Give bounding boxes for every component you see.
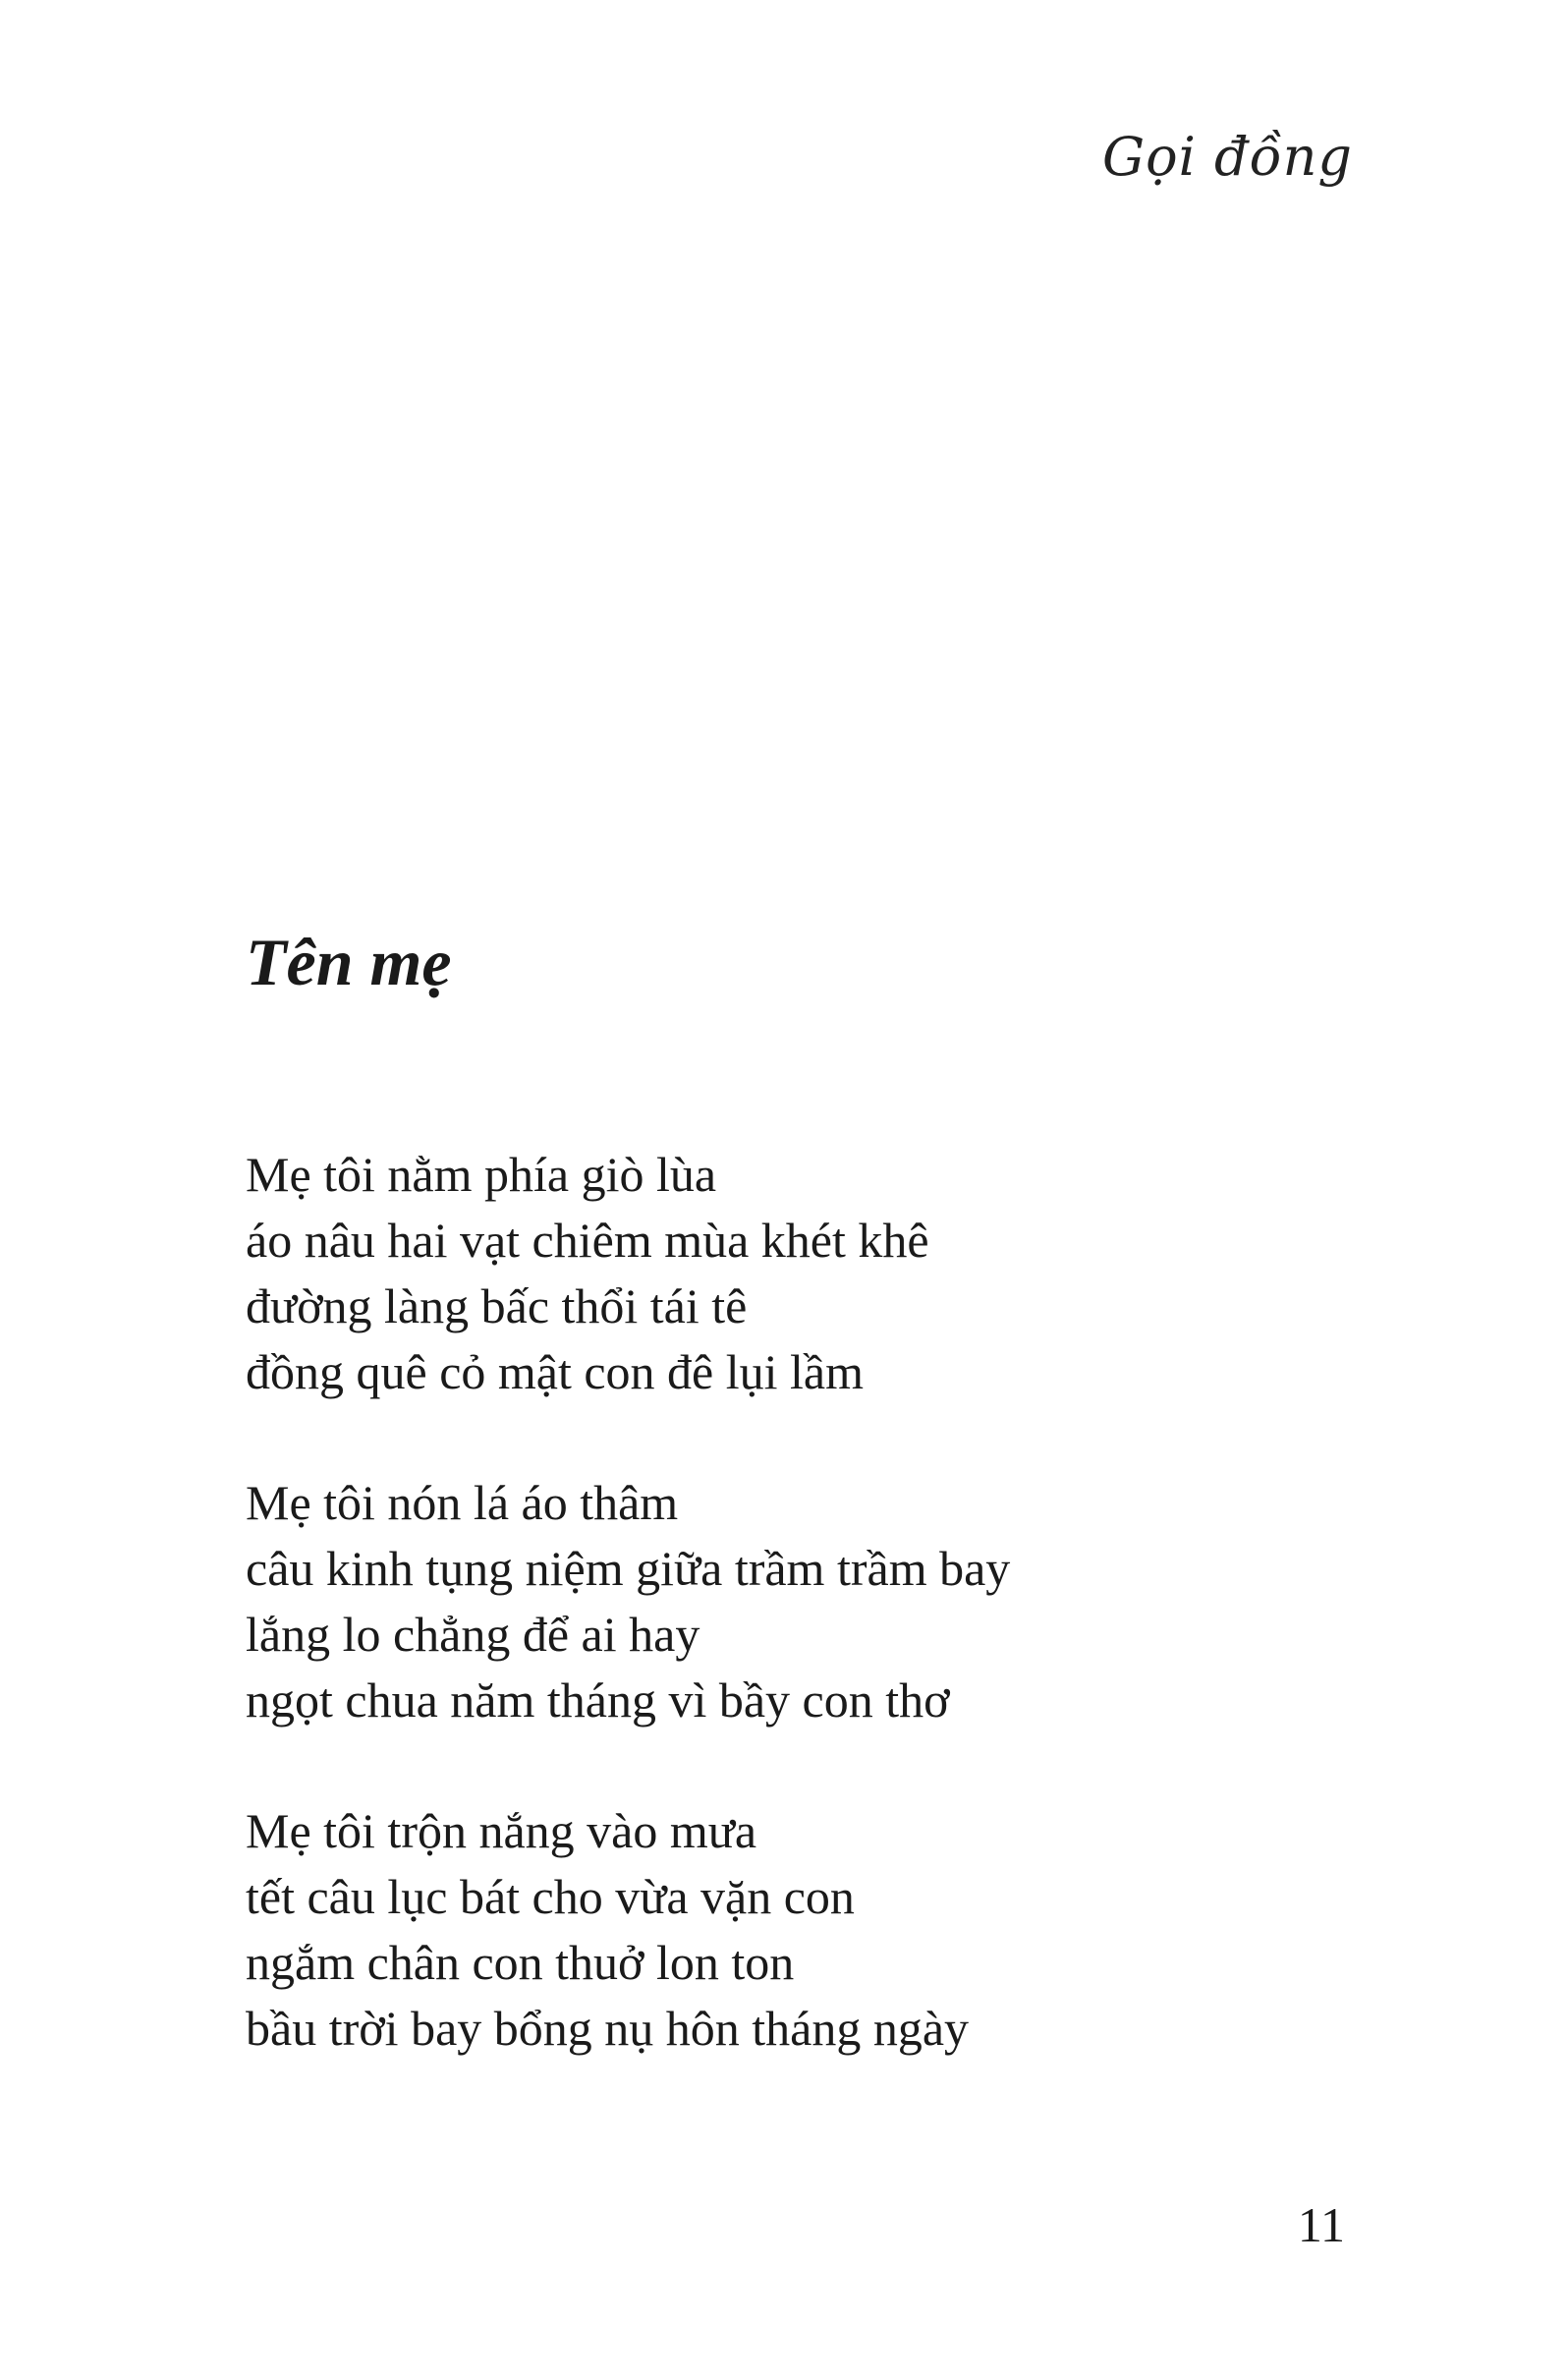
poem-line: bầu trời bay bổng nụ hôn tháng ngày bbox=[246, 2001, 970, 2056]
poem-line: đồng quê cỏ mật con đê lụi lầm bbox=[246, 1344, 865, 1399]
poem-line: tết câu lục bát cho vừa vặn con bbox=[246, 1869, 855, 1924]
poem-title: Tên mẹ bbox=[246, 925, 452, 999]
stanza-2 bbox=[246, 1470, 1375, 1733]
poem-line: áo nâu hai vạt chiêm mùa khét khê bbox=[246, 1213, 929, 1268]
poem-line: lắng lo chẳng để ai hay bbox=[246, 1607, 700, 1662]
poem-line: Mẹ tôi nằm phía giò lùa bbox=[246, 1147, 717, 1202]
poem-body bbox=[246, 1142, 1375, 2126]
poem-line: ngọt chua năm tháng vì bầy con thơ bbox=[246, 1672, 950, 1728]
stanza-1 bbox=[246, 1142, 1375, 1405]
running-header: Gọi đồng bbox=[1101, 126, 1353, 188]
poem-line: ngắm chân con thuở lon ton bbox=[246, 1935, 795, 1990]
page-number: 11 bbox=[1297, 2197, 1345, 2252]
poem-line: câu kinh tụng niệm giữa trầm trầm bay bbox=[246, 1541, 1011, 1596]
stanza-3 bbox=[246, 1798, 1375, 2062]
poem-line: đường làng bấc thổi tái tê bbox=[246, 1278, 748, 1333]
poem-line: Mẹ tôi trộn nắng vào mưa bbox=[246, 1803, 757, 1858]
poem-line: Mẹ tôi nón lá áo thâm bbox=[246, 1475, 679, 1530]
